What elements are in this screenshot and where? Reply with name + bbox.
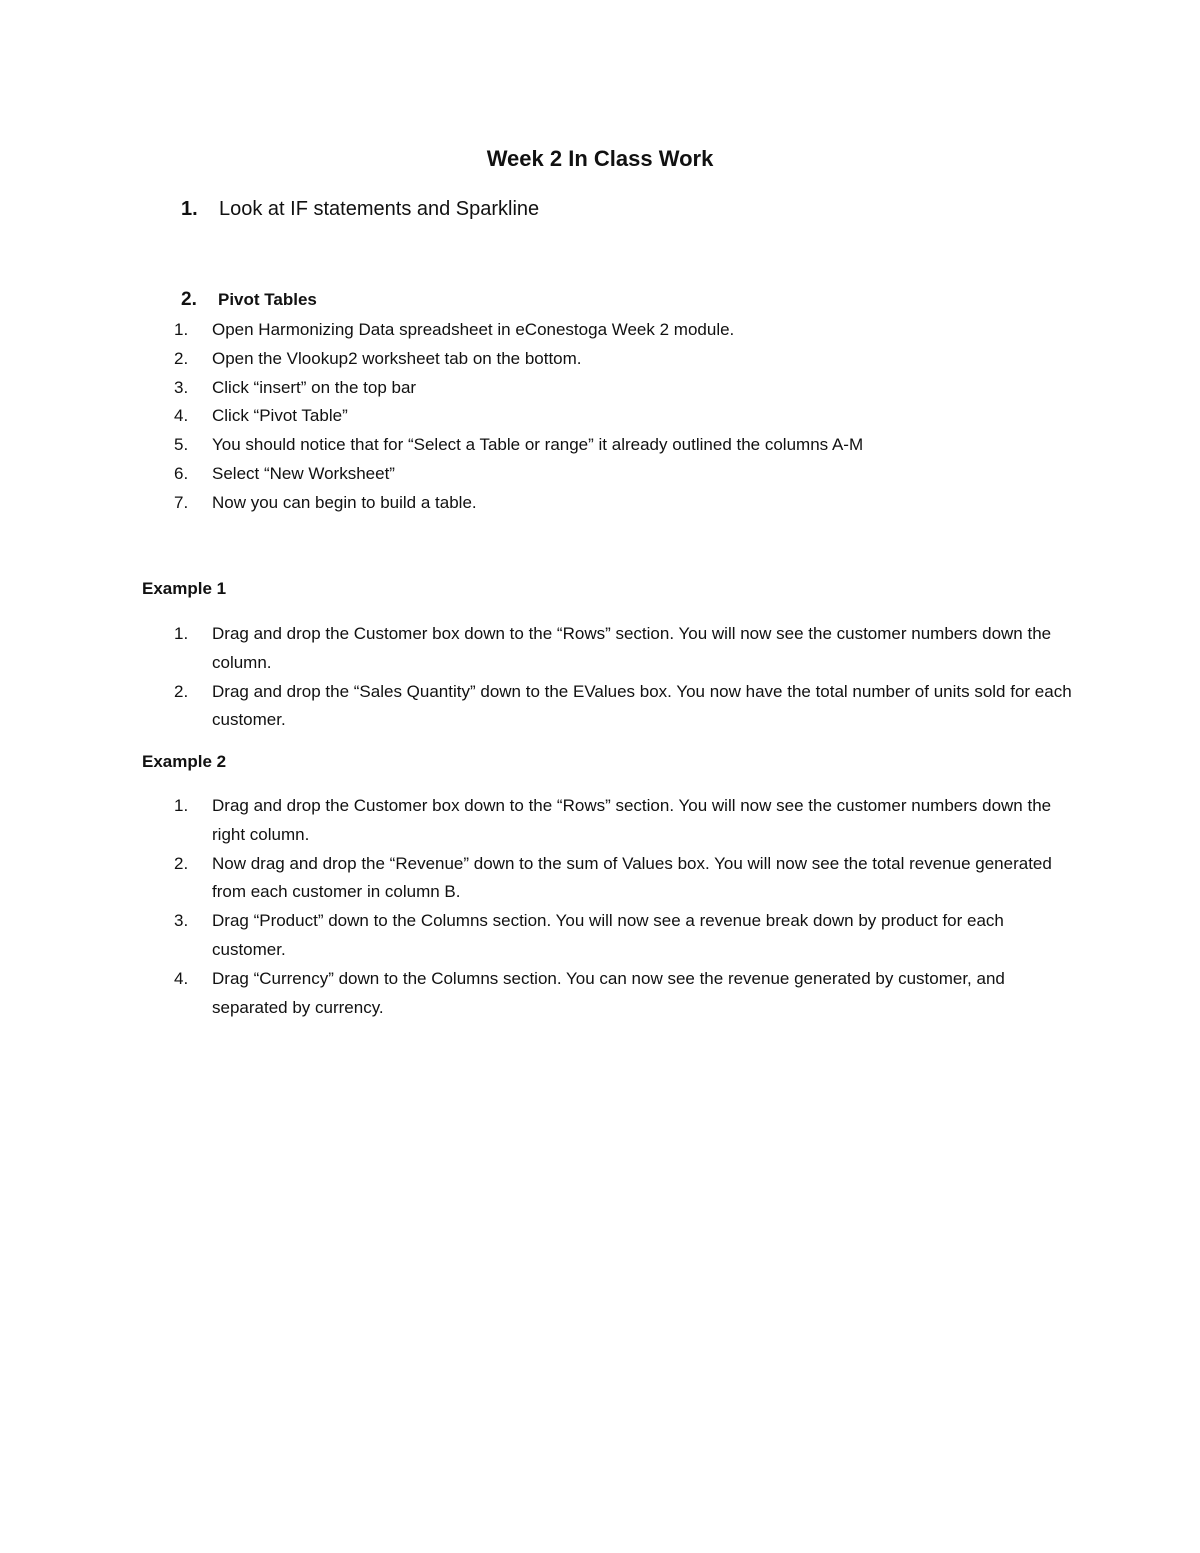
document-title: Week 2 In Class Work xyxy=(486,146,714,171)
list-item xyxy=(0,620,1072,678)
list-item-number: 5. xyxy=(174,435,189,455)
list-item xyxy=(0,792,1072,850)
list-item xyxy=(0,678,1072,736)
list-item-number: 3. xyxy=(174,911,189,931)
list-item-text: Select “New Worksheet” xyxy=(212,463,395,483)
list-item xyxy=(0,489,1072,518)
list-item xyxy=(0,345,1072,374)
list-item-number: 1. xyxy=(174,624,189,643)
example-2-steps-list xyxy=(0,792,1072,1022)
section-1-heading xyxy=(181,195,539,223)
list-item-text: Drag and drop the Customer box down to the “Rows” section. You will now see the customer numbers down the column. xyxy=(212,624,1052,672)
section-2-label: Pivot Tables xyxy=(218,290,317,309)
list-item-text: Drag and drop the Customer box down to the “Rows” section. You will now see the customer numbers down the right column. xyxy=(212,796,1052,844)
section-2-number: 2. xyxy=(181,289,197,310)
list-item xyxy=(0,402,1072,431)
list-item xyxy=(0,965,1072,1023)
list-item-number: 2. xyxy=(174,348,189,368)
list-item-number: 1. xyxy=(174,320,189,339)
list-item-text: Click “insert” on the top bar xyxy=(212,377,417,397)
list-item xyxy=(0,431,1072,460)
list-item xyxy=(0,316,1072,345)
example-2-heading: Example 2 xyxy=(142,752,227,771)
list-item-text: Drag “Currency” down to the Columns section. You can now see the revenue generated by customer, and separated by currency. xyxy=(212,968,1005,1017)
list-item-number: 2. xyxy=(174,681,189,701)
example-1-steps-list xyxy=(0,620,1072,735)
list-item-number: 4. xyxy=(174,968,189,988)
list-item-text: Open the Vlookup2 worksheet tab on the bottom. xyxy=(212,348,582,368)
section-2-heading xyxy=(181,285,317,314)
list-item xyxy=(0,374,1072,403)
list-item-number: 6. xyxy=(174,463,189,483)
section-1-number: 1. xyxy=(181,198,198,220)
list-item-number: 3. xyxy=(174,377,189,397)
list-item-text: Drag and drop the “Sales Quantity” down to the EValues box. You now have the total number of units sold for each customer. xyxy=(212,681,1072,730)
list-item-number: 4. xyxy=(174,406,189,426)
list-item-number: 7. xyxy=(174,492,189,512)
list-item-text: Click “Pivot Table” xyxy=(212,406,348,426)
list-item xyxy=(0,907,1072,965)
list-item xyxy=(0,850,1072,908)
list-item-text: Now you can begin to build a table. xyxy=(212,492,477,512)
example-1-heading: Example 1 xyxy=(142,579,227,598)
pivot-steps-list xyxy=(0,316,1072,518)
section-1-label: Look at IF statements and Sparkline xyxy=(219,198,540,220)
list-item xyxy=(0,460,1072,489)
list-item-number: 1. xyxy=(174,796,189,815)
list-item-text: Now drag and drop the “Revenue” down to the sum of Values box. You will now see the total revenue generated from each customer in column B. xyxy=(212,853,1052,902)
list-item-text: Drag “Product” down to the Columns section. You will now see a revenue break down by product for each customer. xyxy=(212,911,1004,959)
list-item-number: 2. xyxy=(174,853,189,873)
list-item-text: Open Harmonizing Data spreadsheet in eConestoga Week 2 module. xyxy=(212,320,735,339)
list-item-text: You should notice that for “Select a Table or range” it already outlined the columns A-M xyxy=(212,435,864,455)
